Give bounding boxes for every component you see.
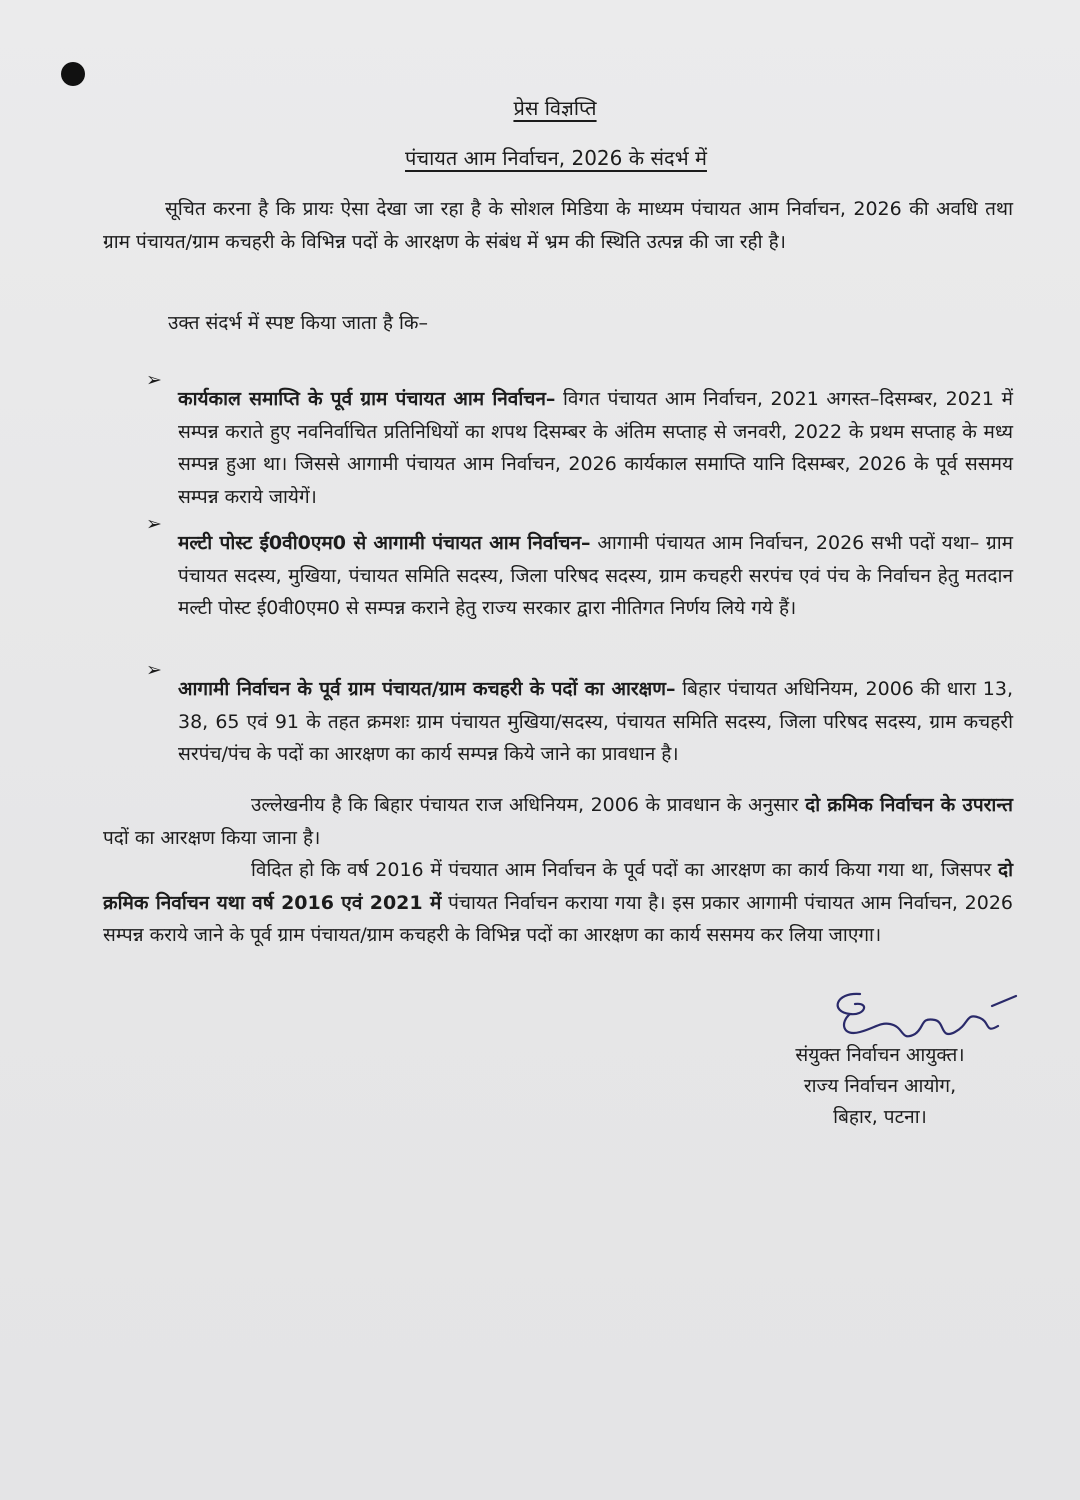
punch-hole — [61, 62, 85, 86]
bullet-body: आगामी पंचायत आम निर्वाचन, 2026 सभी पदों यथा– ग्राम पंचायत सदस्य, मुखिया, पंचायत समिति सदस्य, जिला परिषद सदस्य, ग्राम कचहरी सरपंच एवं पंच के निर्वाचन हेतु मतदान मल्टी पोस्ट ई0वी0एम0 से सम्पन्न कराने हेतु राज्य सरकार द्वारा नीतिगत निर्णय लिये गये हैं। — [178, 532, 1014, 619]
signatory-office: राज्य निर्वाचन आयोग, — [803, 1075, 957, 1097]
bullet-heading: कार्यकाल समाप्ति के पूर्व ग्राम पंचायत आम निर्वाचन– — [178, 388, 556, 410]
note2-text: विदित हो कि वर्ष 2016 में पंचयात आम निर्वाचन के पूर्व पदों का आरक्षण का कार्य किया गया था, जिसपर — [251, 859, 998, 881]
bullet-heading: आगामी निर्वाचन के पूर्व ग्राम पंचायत/ग्राम कचहरी के पदों का आरक्षण– — [178, 678, 676, 700]
bullet-text — [178, 527, 1013, 625]
note1-emphasis: दो क्रमिक निर्वाचन के उपरान्त — [805, 794, 1014, 816]
bullet-text — [178, 673, 1013, 771]
note1-text-end: पदों का आरक्षण किया जाना है। — [103, 826, 321, 849]
arrow-bullet-icon: ➢ — [146, 659, 162, 681]
note2-text-end: पंचायत निर्वाचन कराया गया है। इस प्रकार आगामी पंचायत आम निर्वाचन, 2026 सम्पन्न कराये जाने के पूर्व ग्राम पंचायत/ग्राम कचहरी के विभिन्न पदों का आरक्षण का कार्य ससमय कर लिया जाएगा। — [103, 891, 1013, 946]
bullet-body: बिहार पंचायत अधिनियम, 2006 की धारा 13, 38, 65 एवं 91 के तहत क्रमशः ग्राम पंचायत मुखिया/सदस्य, पंचायत समिति सदस्य, जिला परिषद सदस्य, ग्राम कचहरी सरपंच/पंच के पदों का आरक्षण का कार्य सम्पन्न किये जाने का प्रावधान है। — [178, 678, 1013, 765]
bullet-text — [178, 383, 1013, 513]
bullet-body: विगत पंचायत आम निर्वाचन, 2021 अगस्त–दिसम्बर, 2021 में सम्पन्न कराते हुए नवनिर्वाचित प्रतिनिधियों का शपथ दिसम्बर के अंतिम सप्ताह से जनवरी, 2022 के प्रथम सप्ताह के मध्य सम्पन्न हुआ था। जिससे आगामी पंचायत आम निर्वाचन, 2026 कार्यकाल समाप्ति यानि दिसम्बर, 2026 के पूर्व ससमय सम्पन्न कराये जायेगें। — [178, 388, 1013, 508]
press-release-title: प्रेस विज्ञप्ति — [513, 96, 597, 120]
bullet-item — [146, 654, 1013, 790]
subject-heading: पंचायत आम निर्वाचन, 2026 के संदर्भ में — [405, 146, 707, 170]
note-paragraph-reservation-rule — [103, 789, 1013, 854]
signatory-place: बिहार, पटना। — [833, 1106, 927, 1128]
intro-paragraph: सूचित करना है कि प्रायः ऐसा देखा जा रहा है के सोशल मिडिया के माध्यम पंचायत आम निर्वाचन, 2026 की अवधि तथा ग्राम पंचायत/ग्राम कचहरी के विभिन्न पदों के आरक्षण के संबंध में भ्रम की स्थिति उत्पन्न की जा रही है। — [103, 198, 1013, 253]
bullet-item — [146, 508, 1013, 644]
arrow-bullet-icon: ➢ — [146, 513, 162, 535]
arrow-bullet-icon: ➢ — [146, 369, 162, 391]
note1-text: उल्लेखनीय है कि बिहार पंचायत राज अधिनियम, 2006 के प्रावधान के अनुसार — [251, 794, 806, 816]
note-paragraph-history — [103, 854, 1013, 952]
signatory-block — [760, 1040, 1000, 1133]
signatory-designation: संयुक्त निर्वाचन आयुक्त। — [795, 1044, 965, 1066]
note2-emphasis: दो क्रमिक निर्वाचन यथा वर्ष 2016 एवं 2021 में — [103, 859, 1013, 914]
lead-line: उक्त संदर्भ में स्पष्ट किया जाता है कि– — [168, 312, 428, 334]
bullet-item — [146, 364, 1013, 532]
bullet-heading: मल्टी पोस्ट ई0वी0एम0 से आगामी पंचायत आम निर्वाचन– — [178, 532, 591, 554]
